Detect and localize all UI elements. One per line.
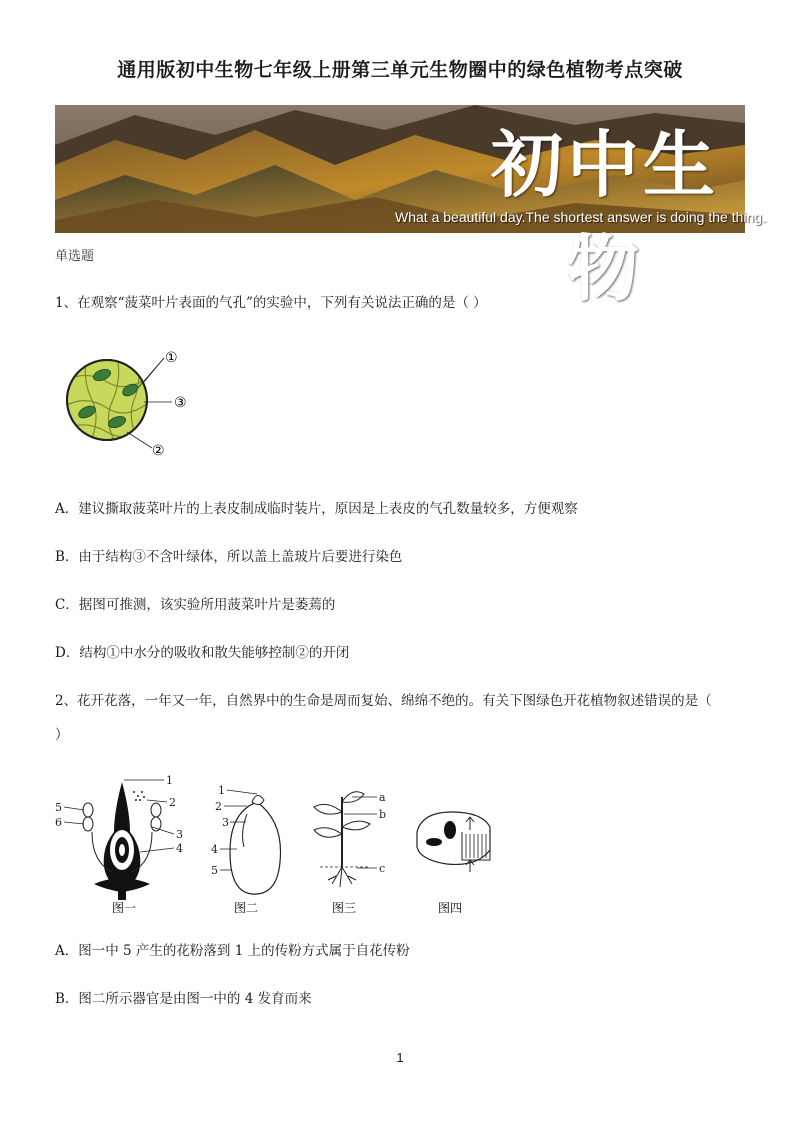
section-label: 单选题 (55, 249, 95, 264)
question-1-option-a: A．建议撕取菠菜叶片的上表皮制成临时装片，原因是上表皮的气孔数量较多，方便观察 (55, 501, 578, 517)
fig1-label-1: 1 (166, 774, 173, 787)
stomata-figure (62, 340, 202, 469)
seedling-diagram (314, 791, 386, 887)
fig3-label-a: a (379, 791, 386, 804)
caption-fig3: 图三 (332, 901, 357, 915)
label-3: ③ (174, 395, 187, 411)
caption-fig4: 图四 (438, 901, 463, 915)
caption-fig1: 图一 (112, 901, 137, 915)
question-2-stem-line2: ） (55, 727, 69, 743)
question-2-option-a: A．图一中 5 产生的花粉落到 1 上的传粉方式属于自花传粉 (55, 943, 410, 959)
document-title: 通用版初中生物七年级上册第三单元生物圈中的绿色植物考点突破 (117, 59, 683, 81)
fig2-label-2: 2 (215, 800, 222, 813)
fig2-label-5: 5 (211, 864, 218, 877)
plant-figures (52, 772, 512, 926)
flower-diagram (55, 774, 183, 900)
fig1-label-3: 3 (176, 828, 183, 841)
question-1-option-b: B．由于结构③不含叶绿体，所以盖上盖玻片后要进行染色 (55, 549, 403, 565)
label-2: ② (152, 443, 165, 459)
fig1-label-4: 4 (176, 842, 183, 855)
banner-title: 初中生物 (490, 122, 719, 311)
page-number: 1 (396, 1050, 404, 1065)
banner-subtitle: What a beautiful day.The shortest answer is doing the thing. (395, 209, 766, 225)
question-1-stem: 1、在观察“菠菜叶片表面的气孔”的实验中，下列有关说法正确的是（ ） (55, 295, 487, 311)
label-1: ① (165, 350, 178, 366)
fig1-label-5: 5 (55, 801, 62, 814)
leaf-section-diagram (417, 812, 490, 872)
fig2-label-3: 3 (222, 816, 229, 829)
caption-fig2: 图二 (234, 901, 259, 915)
question-1-option-d: D．结构①中水分的吸收和散失能够控制②的开闭 (55, 645, 350, 661)
fig1-label-2: 2 (169, 796, 176, 809)
fig2-label-4: 4 (211, 843, 218, 856)
question-1-option-c: C．据图可推测，该实验所用菠菜叶片是萎蔫的 (55, 597, 336, 613)
fig2-label-1: 1 (218, 784, 225, 797)
question-2-option-b: B．图二所示器官是由图一中的 4 发育而来 (55, 991, 312, 1007)
question-2-stem-line1: 2、花开花落，一年又一年，自然界中的生命是周而复始、绵绵不绝的。有关下图绿色开花植物叙述错误的是（ (55, 693, 712, 709)
fig3-label-c: c (379, 862, 386, 875)
seed-diagram (211, 784, 281, 894)
fig1-label-6: 6 (55, 816, 62, 829)
fig3-label-b: b (379, 808, 387, 821)
